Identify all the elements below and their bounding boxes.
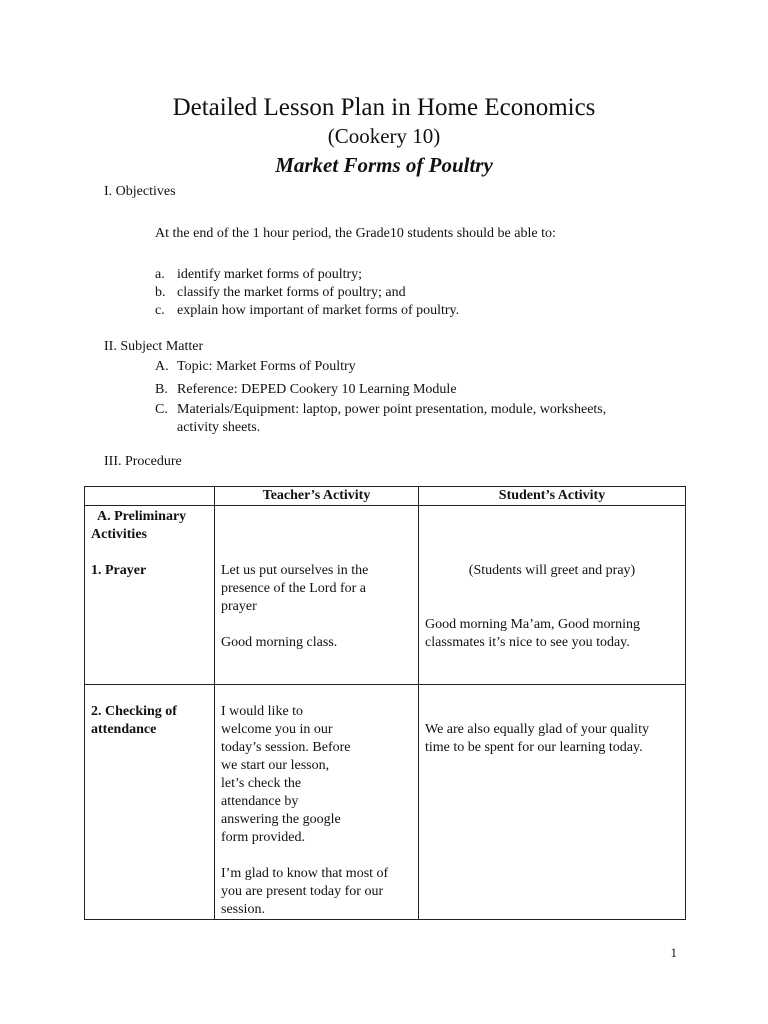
- teacher-line: presence of the Lord for a: [221, 581, 366, 596]
- teacher-line: I would like to: [221, 704, 304, 719]
- procedure-heading: III. Procedure: [104, 454, 182, 469]
- objective-text: explain how important of market forms of poultry.: [177, 303, 460, 318]
- prayer-label: 1. Prayer: [91, 563, 147, 578]
- student-line: We are also equally glad of your quality: [425, 722, 649, 737]
- subject-matter-item: [155, 381, 457, 399]
- procedure-table: [84, 486, 686, 920]
- activity-label-cell: [85, 685, 215, 920]
- subject-matter-item: [155, 401, 606, 419]
- teacher-line: welcome you in our: [221, 722, 333, 737]
- table-header-row: [85, 487, 686, 506]
- preliminary-label-line2: Activities: [91, 527, 147, 542]
- objective-text: identify market forms of poultry;: [177, 267, 363, 282]
- list-marker: b.: [155, 285, 166, 300]
- student-line: classmates it’s nice to see you today.: [425, 635, 630, 650]
- objective-item: [155, 302, 459, 320]
- teacher-line: let’s check the: [221, 776, 302, 791]
- list-marker: A.: [155, 359, 169, 374]
- table-row: [85, 685, 686, 920]
- document-subtitle: (Cookery 10): [327, 124, 441, 148]
- preliminary-label: A. Preliminary: [97, 509, 187, 524]
- teacher-line: Good morning class.: [221, 635, 338, 650]
- activity-label-cell: [85, 506, 215, 685]
- teacher-line: today’s session. Before: [221, 740, 351, 755]
- teacher-line: Let us put ourselves in the: [221, 563, 369, 578]
- student-line: time to be spent for our learning today.: [425, 740, 643, 755]
- objective-item: [155, 266, 362, 284]
- list-marker: a.: [155, 267, 165, 282]
- column-header-student: Student’s Activity: [419, 487, 686, 506]
- objectives-heading: I. Objectives: [104, 184, 176, 199]
- objective-text: classify the market forms of poultry; and: [177, 285, 406, 300]
- attendance-label: 2. Checking of: [91, 704, 177, 719]
- subject-matter-heading: II. Subject Matter: [104, 339, 204, 354]
- subject-matter-text: Materials/Equipment: laptop, power point presentation, module, worksheets,: [177, 402, 607, 417]
- attendance-label-line2: attendance: [91, 722, 157, 737]
- document-title: Detailed Lesson Plan in Home Economics: [172, 94, 596, 121]
- teacher-line: form provided.: [221, 830, 305, 845]
- teacher-line: attendance by: [221, 794, 299, 809]
- list-marker: c.: [155, 303, 165, 318]
- teacher-activity-cell: [215, 685, 419, 920]
- objectives-intro: At the end of the 1 hour period, the Grade10 students should be able to:: [155, 226, 556, 241]
- list-marker: B.: [155, 382, 168, 397]
- list-marker: C.: [155, 402, 168, 417]
- student-line: Good morning Ma’am, Good morning: [425, 617, 641, 632]
- teacher-line: we start our lesson,: [221, 758, 330, 773]
- objective-item: [155, 284, 406, 302]
- teacher-line: answering the google: [221, 812, 341, 827]
- subject-matter-text: Topic: Market Forms of Poultry: [177, 359, 356, 374]
- student-line: (Students will greet and pray): [468, 563, 636, 578]
- page-number: 1: [670, 945, 677, 960]
- teacher-line: prayer: [221, 599, 257, 614]
- subject-matter-text: Reference: DEPED Cookery 10 Learning Module: [177, 382, 457, 397]
- column-header: [85, 487, 215, 506]
- subject-matter-item: [155, 358, 356, 376]
- teacher-line: you are present today for our: [221, 884, 384, 899]
- column-header-teacher: Teacher’s Activity: [215, 487, 419, 506]
- student-activity-cell: [419, 506, 686, 685]
- student-activity-cell: [419, 685, 686, 920]
- teacher-line: I’m glad to know that most of: [221, 866, 389, 881]
- teacher-line: session.: [221, 902, 265, 917]
- lesson-subject: Market Forms of Poultry: [275, 153, 493, 177]
- teacher-activity-cell: [215, 506, 419, 685]
- table-row: [85, 506, 686, 685]
- subject-matter-text-continued: activity sheets.: [177, 420, 261, 435]
